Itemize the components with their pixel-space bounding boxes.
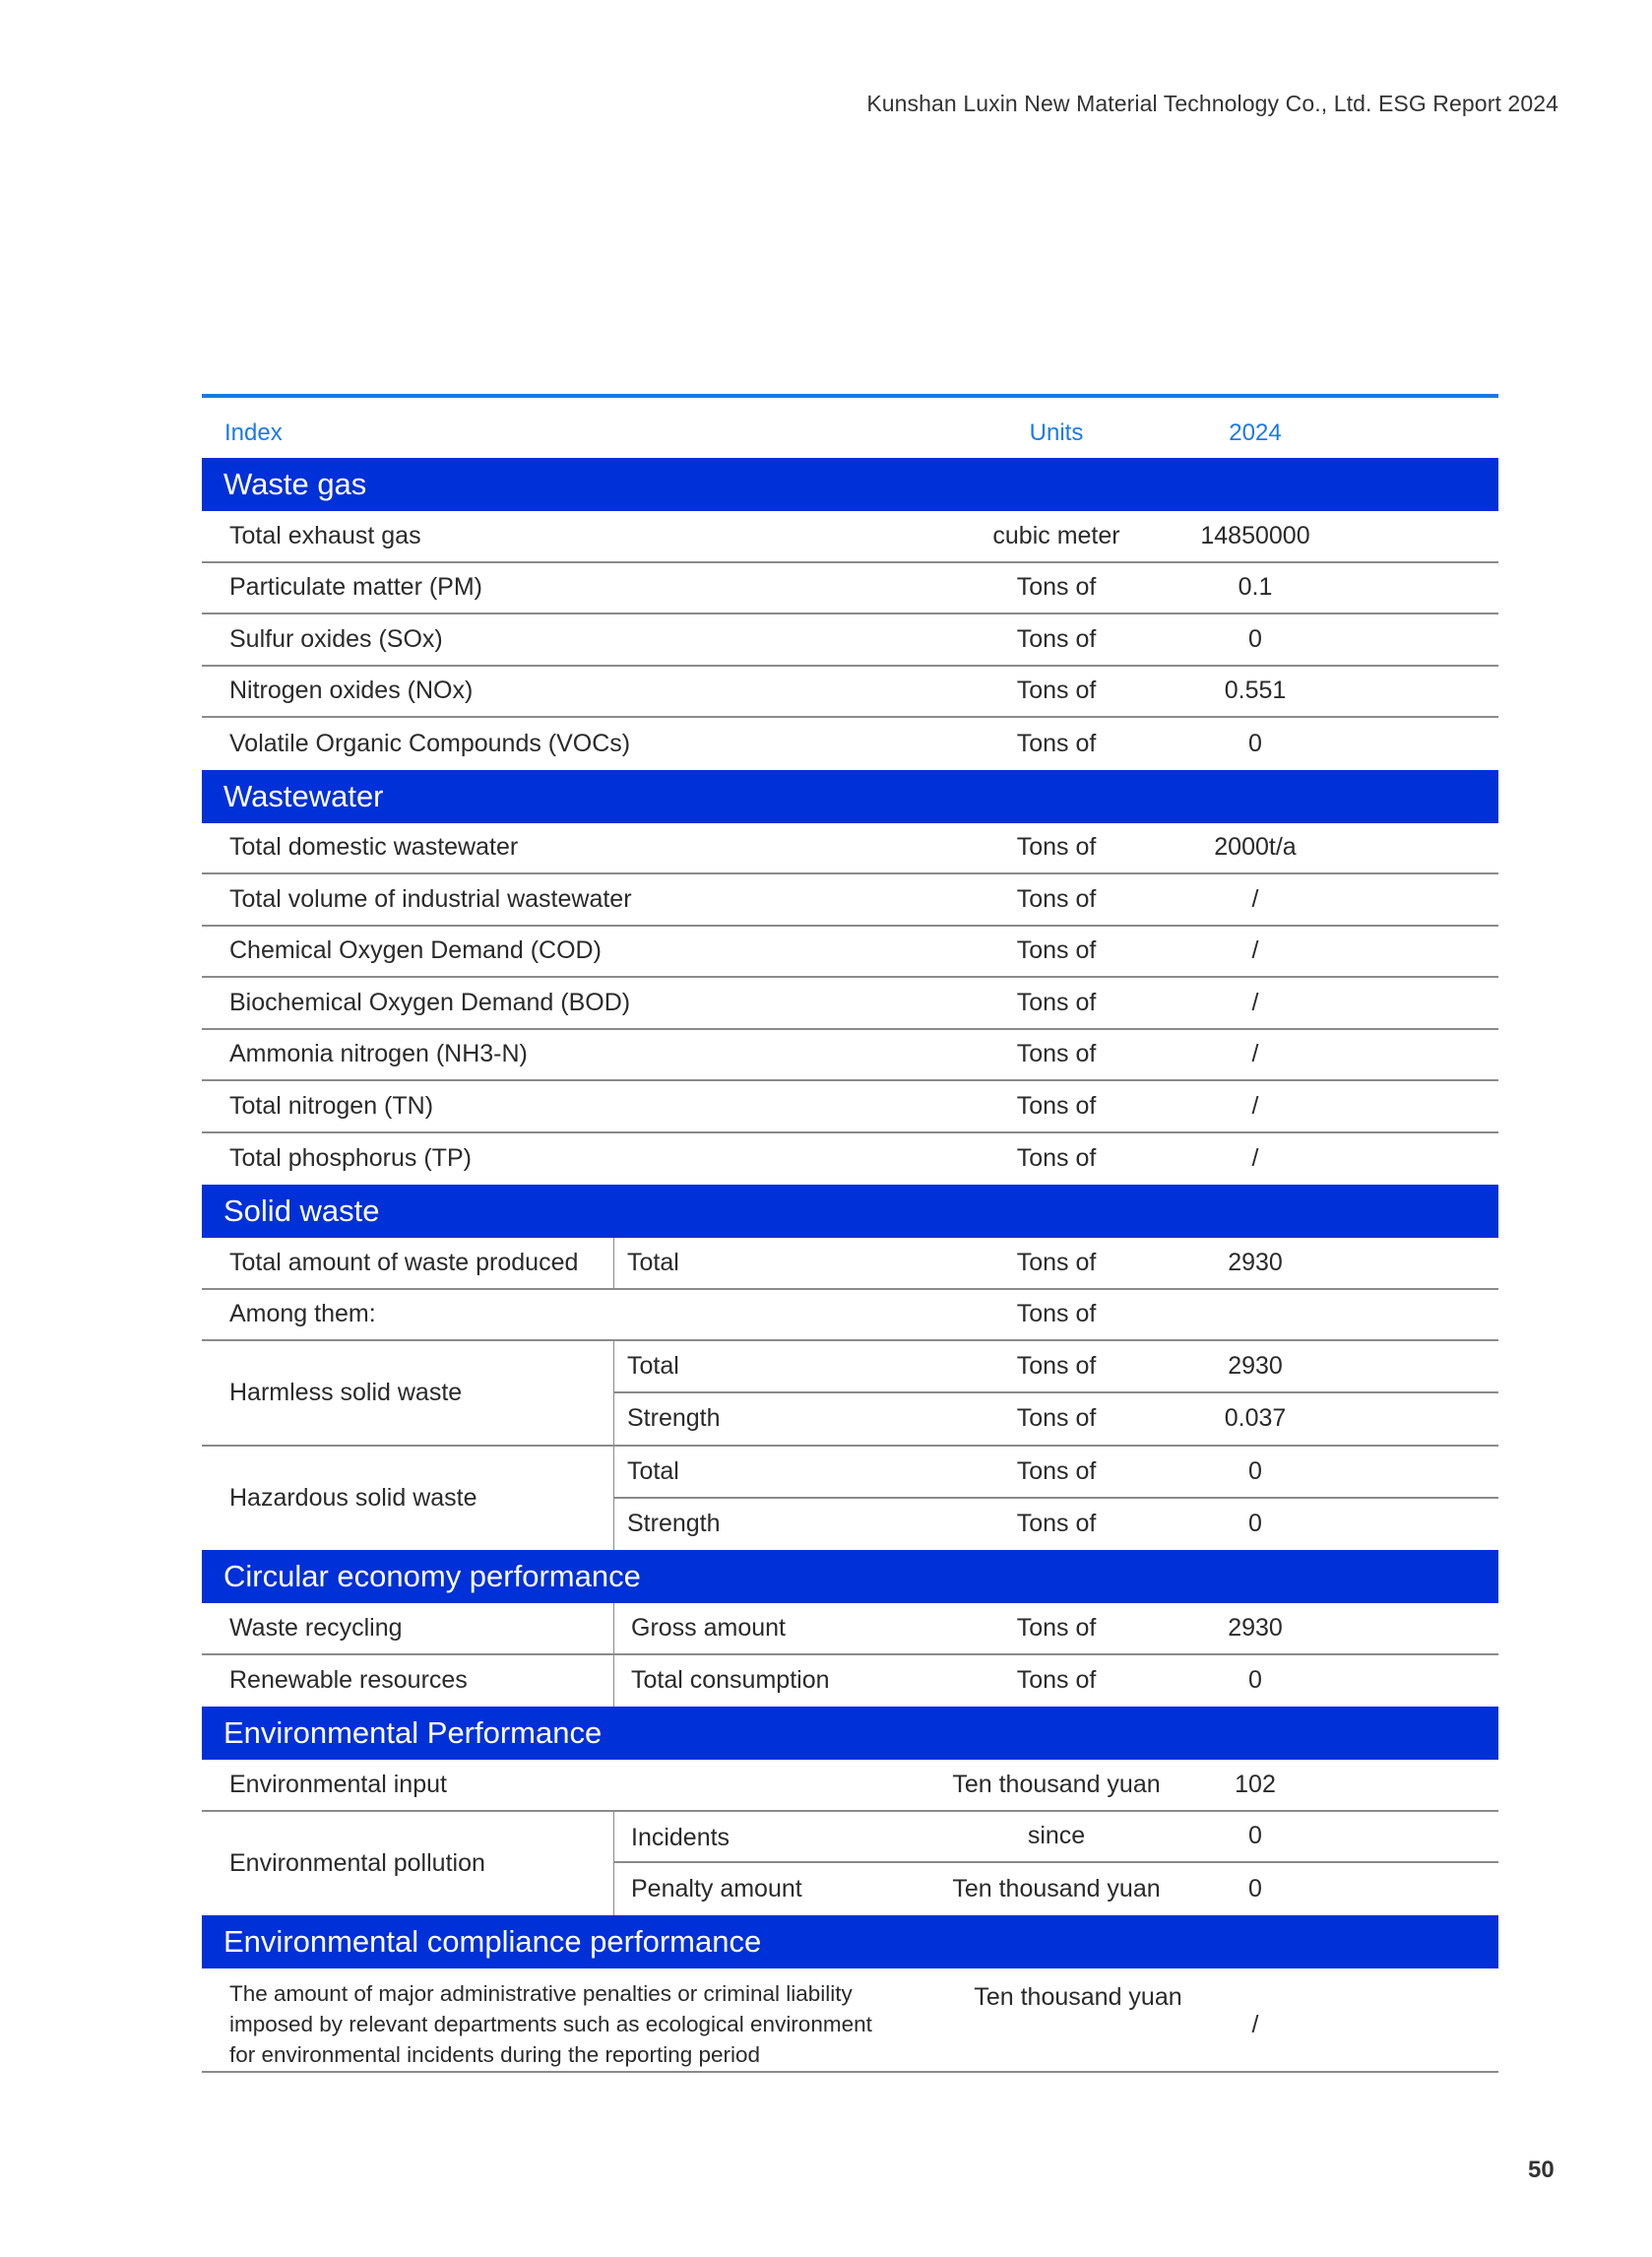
row-label: Total amount of waste produced	[229, 1248, 579, 1276]
row-sublabel: Total	[627, 1248, 679, 1276]
row-value: /	[1251, 988, 1259, 1016]
row-unit: Tons of	[1016, 1300, 1097, 1328]
table-row	[202, 1081, 1498, 1133]
row-value: 0	[1248, 1456, 1262, 1485]
row-label: Total exhaust gas	[229, 521, 421, 549]
row-sublabel: Strength	[627, 1510, 721, 1538]
row-unit: Tons of	[1016, 988, 1097, 1016]
row-value: 2000t/a	[1214, 833, 1297, 862]
row-value: /	[1251, 1091, 1259, 1120]
table-subrow	[614, 1393, 1498, 1446]
row-label: Waste recycling	[229, 1613, 403, 1642]
running-header: Kunshan Luxin New Material Technology Co., Ltd. ESG Report 2024	[866, 91, 1558, 116]
group-label: Environmental pollution	[229, 1848, 485, 1877]
group-label: Hazardous solid waste	[229, 1484, 477, 1512]
row-unit: cubic meter	[992, 521, 1120, 549]
row-value: 0	[1248, 624, 1262, 653]
row-label: Volatile Organic Compounds (VOCs)	[229, 729, 631, 757]
table-row	[202, 1133, 1498, 1186]
row-unit: Ten thousand yuan	[974, 1983, 1182, 2011]
row-label: Total volume of industrial wastewater	[229, 884, 632, 913]
row-unit: Tons of	[1016, 1666, 1097, 1695]
row-unit: Tons of	[1016, 936, 1097, 965]
row-sublabel: Total	[627, 1456, 679, 1485]
table-row	[202, 1030, 1498, 1082]
table-subrow	[614, 1812, 1498, 1864]
row-value: 2930	[1228, 1351, 1283, 1380]
row-unit: Ten thousand yuan	[952, 1874, 1161, 1902]
row-label: Total nitrogen (TN)	[229, 1091, 434, 1120]
table-row	[202, 927, 1498, 979]
row-unit: Tons of	[1016, 1613, 1097, 1642]
row-unit: Tons of	[1016, 677, 1097, 705]
row-group-hazardous-solid-waste	[202, 1447, 1498, 1550]
column-divider	[613, 1603, 614, 1655]
row-unit: Ten thousand yuan	[952, 1770, 1161, 1798]
row-label: Chemical Oxygen Demand (COD)	[229, 936, 602, 965]
row-label: Total phosphorus (TP)	[229, 1144, 472, 1173]
row-unit: Tons of	[1016, 1144, 1097, 1173]
column-header-units: Units	[1029, 419, 1084, 446]
row-label-line: for environmental incidents during the reporting period	[229, 2041, 761, 2067]
table-row	[202, 978, 1498, 1030]
table-row	[202, 1238, 1498, 1290]
row-group-environmental-pollution	[202, 1812, 1498, 1915]
row-value: 0.1	[1238, 573, 1273, 602]
row-value: 14850000	[1200, 521, 1310, 549]
row-unit: since	[1027, 1822, 1086, 1850]
column-divider	[613, 1655, 614, 1708]
row-value: 2930	[1228, 1248, 1283, 1276]
row-sublabel: Total consumption	[631, 1666, 830, 1695]
row-value: 0.037	[1224, 1404, 1287, 1433]
row-unit: Tons of	[1016, 833, 1097, 862]
row-label-line: imposed by relevant departments such as ecological environment	[229, 2011, 872, 2036]
row-value: 102	[1235, 1770, 1276, 1798]
row-unit: Tons of	[1016, 1248, 1097, 1276]
table-row	[202, 718, 1498, 770]
row-value: 0	[1248, 729, 1262, 757]
row-value: 2930	[1228, 1613, 1283, 1642]
row-value: 0	[1248, 1510, 1262, 1538]
table-subrow	[614, 1341, 1498, 1393]
row-unit: Tons of	[1016, 1351, 1097, 1380]
table-row	[202, 614, 1498, 667]
row-label: Renewable resources	[229, 1666, 468, 1695]
row-sublabel: Incidents	[631, 1823, 731, 1851]
group-label: Harmless solid waste	[229, 1379, 463, 1406]
row-value: 0	[1248, 1874, 1262, 1902]
row-unit: Tons of	[1016, 1456, 1097, 1485]
row-value: /	[1251, 1144, 1259, 1173]
row-label: Among them:	[229, 1300, 376, 1328]
row-label: Biochemical Oxygen Demand (BOD)	[229, 988, 631, 1016]
section-band-waste-gas: Waste gas	[202, 458, 1498, 511]
table-row	[202, 1655, 1498, 1708]
row-unit: Tons of	[1016, 1510, 1097, 1538]
row-label: Sulfur oxides (SOx)	[229, 624, 443, 653]
table-row	[202, 667, 1498, 719]
row-sublabel: Strength	[627, 1404, 721, 1433]
row-unit: Tons of	[1016, 573, 1097, 602]
row-value: 0.551	[1224, 677, 1287, 705]
row-group-harmless-solid-waste	[202, 1341, 1498, 1447]
table-row	[202, 1290, 1498, 1342]
row-unit: Tons of	[1016, 729, 1097, 757]
row-value: /	[1251, 1040, 1259, 1068]
row-unit: Tons of	[1016, 884, 1097, 913]
row-value: /	[1251, 884, 1259, 913]
section-band-environmental-performance: Environmental Performance	[202, 1707, 1498, 1760]
row-label: Nitrogen oxides (NOx)	[229, 677, 474, 705]
row-sublabel: Gross amount	[631, 1613, 787, 1642]
table-row	[202, 874, 1498, 927]
table-subrow	[614, 1447, 1498, 1499]
row-unit: Tons of	[1016, 1091, 1097, 1120]
table-row	[202, 1760, 1498, 1812]
row-unit: Tons of	[1016, 624, 1097, 653]
row-unit: Tons of	[1016, 1040, 1097, 1068]
table-row	[202, 823, 1498, 875]
table-subrow	[614, 1499, 1498, 1551]
row-label	[229, 1978, 938, 2070]
row-label: Total domestic wastewater	[229, 833, 519, 862]
table-row	[202, 1603, 1498, 1655]
section-band-solid-waste: Solid waste	[202, 1185, 1498, 1238]
table-row	[202, 563, 1498, 615]
table-row	[202, 511, 1498, 563]
row-value	[1196, 1290, 1314, 1340]
environmental-data-table	[202, 394, 1498, 2073]
column-header-row	[202, 398, 1498, 458]
column-header-year: 2024	[1229, 419, 1282, 446]
section-band-environmental-compliance: Environmental compliance performance	[202, 1915, 1498, 1968]
row-label: Ammonia nitrogen (NH3-N)	[229, 1040, 528, 1068]
row-value: 0	[1248, 1666, 1262, 1695]
row-sublabel: Total	[627, 1351, 679, 1380]
row-value: /	[1251, 936, 1259, 965]
table-subrow	[614, 1863, 1498, 1915]
row-label-line: The amount of major administrative penalties or criminal liability	[229, 1980, 853, 2006]
row-label: Particulate matter (PM)	[229, 573, 483, 602]
table-row	[202, 1968, 1498, 2073]
row-sublabel: Penalty amount	[631, 1875, 802, 1902]
row-value: /	[1251, 2011, 1259, 2038]
column-divider	[613, 1238, 614, 1290]
page-number: 50	[1528, 2157, 1555, 2183]
row-unit: Tons of	[1016, 1404, 1097, 1433]
column-header-index: Index	[224, 419, 283, 446]
row-label: Environmental input	[229, 1770, 447, 1798]
section-band-circular-economy: Circular economy performance	[202, 1550, 1498, 1603]
section-band-wastewater: Wastewater	[202, 770, 1498, 823]
row-value: 0	[1248, 1822, 1262, 1850]
